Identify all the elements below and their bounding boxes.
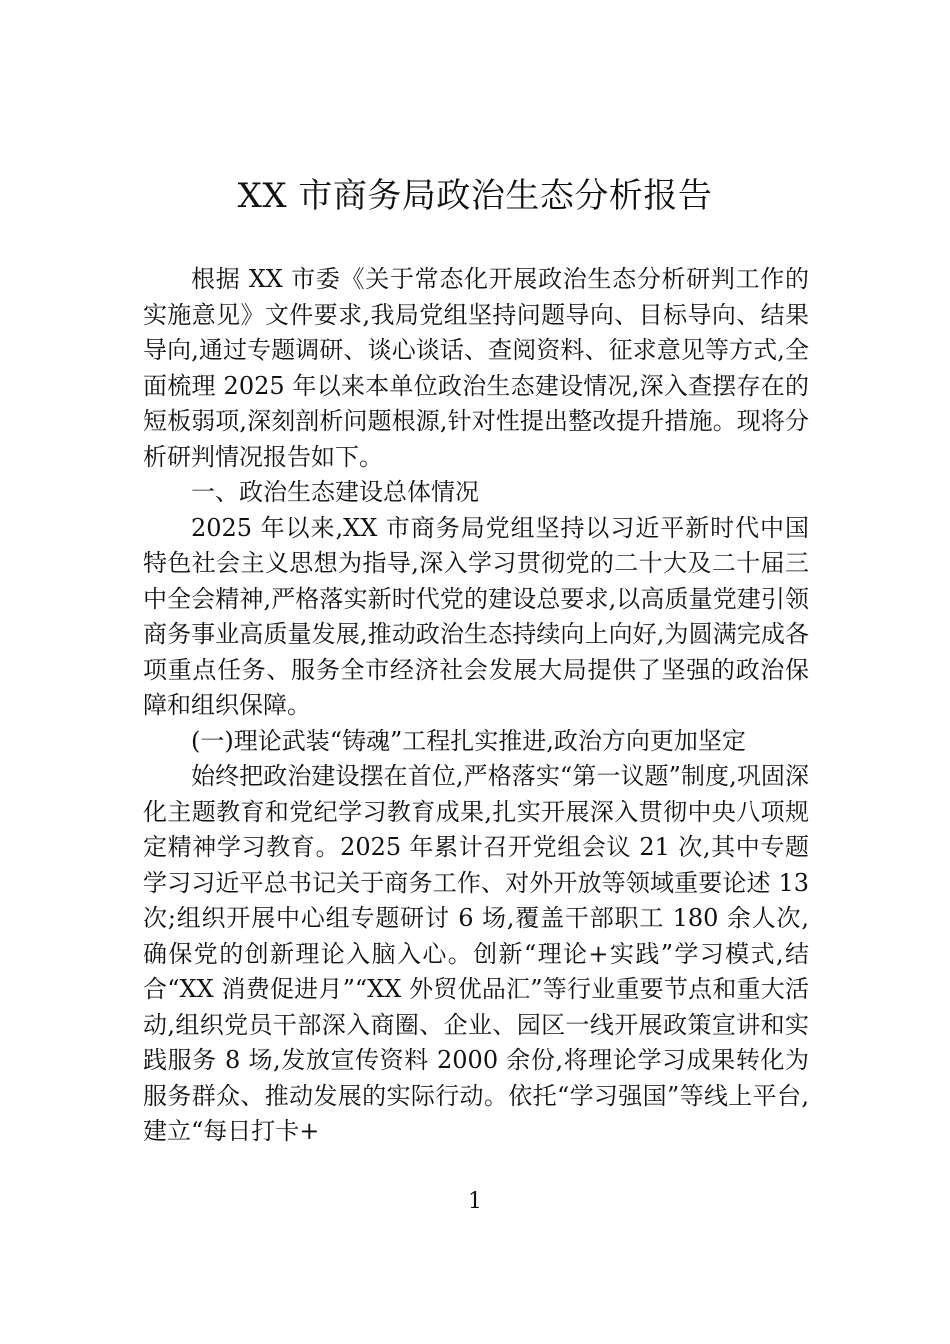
overview-paragraph: 2025 年以来,XX 市商务局党组坚持以习近平新时代中国特色社会主义思想为指导,深入学习贯彻党的二十大及二十届三中全会精神,严格落实新时代党的建设总要求,以高质量党建引领商务事业高质量发展,推动政治生态持续向上向好,为圆满完成各项重点任务、服务全市经济社会发展大局提供了坚强的政治保障和组织保障。 bbox=[143, 513, 809, 719]
intro-paragraph: 根据 XX 市委《关于常态化开展政治生态分析研判工作的实施意见》文件要求,我局党组坚持问题导向、目标导向、结果导向,通过专题调研、谈心谈话、查阅资料、征求意见等方式,全面梳理 2025 年以来本单位政治生态建设情况,深入查摆存在的短板弱项,深刻剖析问题根源,针对性提出整改提升措施。现将分析研判情况报告如下。 bbox=[143, 265, 809, 471]
document-title: XX 市商务局政治生态分析报告 bbox=[237, 176, 713, 216]
page-number: 1 bbox=[468, 1189, 482, 1214]
theory-paragraph: 始终把政治建设摆在首位,严格落实“第一议题”制度,巩固深化主题教育和党纪学习教育成果,扎实开展深入贯彻中央八项规定精神学习教育。2025 年累计召开党组会议 21 次,其中专题学习习近平总书记关于商务工作、对外开放等领域重要论述 13 次;组织开展中心组专题研讨 6 场,覆盖干部职工 180 余人次,确保党的创新理论入脑入心。创新“理论+实践”学习模式,结合“XX 消费促进月”“XX 外贸优品汇”等行业重要节点和重大活动,组织党员干部深入商圈、企业、园区一线开展政策宣讲和实践服务 8 场,发放宣传资料 2000 余份,将理论学习成果转化为服务群众、推动发展的实际行动。依托“学习强国”等线上平台,建立“每日打卡+ bbox=[143, 762, 809, 1145]
section-heading-1: 一、政治生态建设总体情况 bbox=[191, 478, 479, 506]
subsection-heading-1: (一)理论武装“铸魂”工程扎实推进,政治方向更加坚定 bbox=[191, 726, 746, 755]
document-body bbox=[143, 262, 809, 1150]
